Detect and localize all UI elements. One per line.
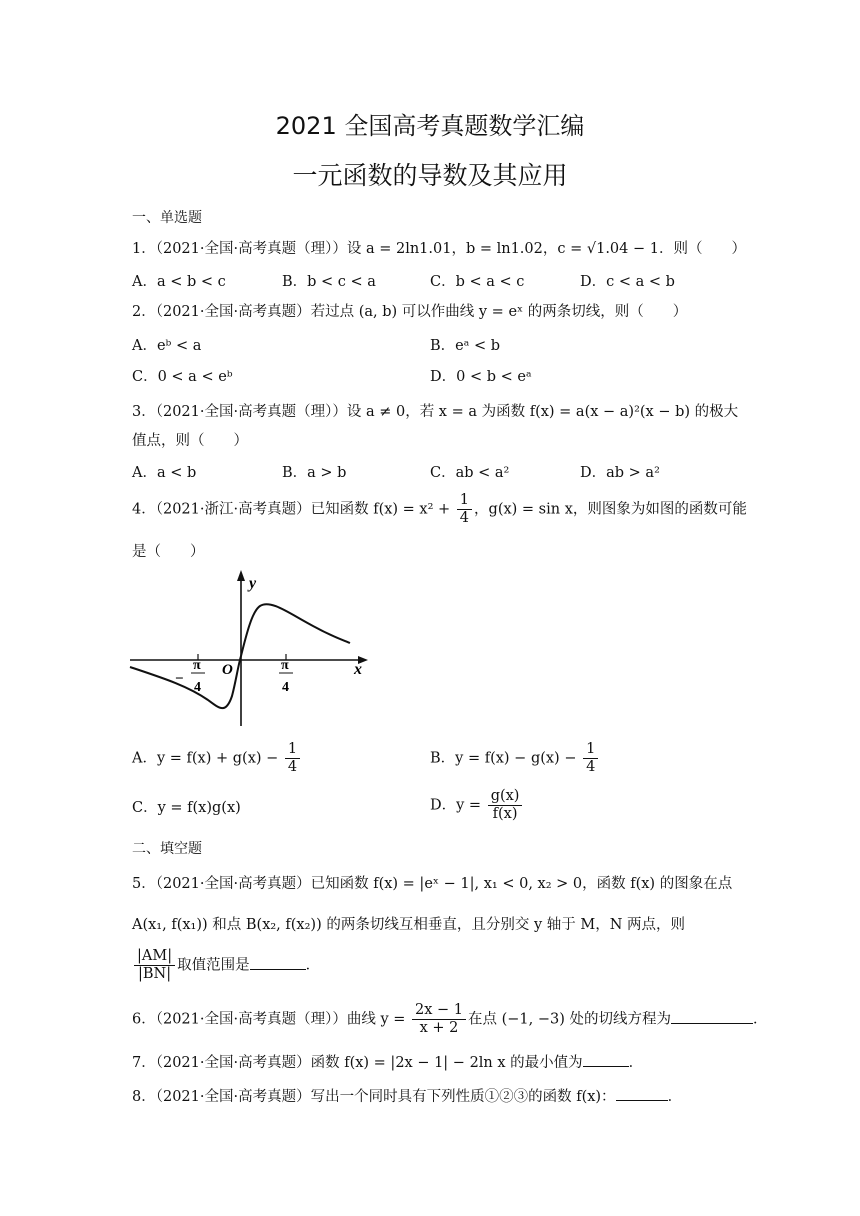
question-4-option-a [132, 741, 302, 776]
answer-blank-7[interactable] [583, 1052, 629, 1067]
fraction-numerator: |AM| [134, 948, 175, 966]
pos-tick-denominator: 4 [282, 680, 289, 695]
question-3-option-c: C．ab < a² [430, 465, 510, 481]
option-b-text: B．y = f(x) − g(x) − [430, 750, 582, 767]
question-6 [132, 1002, 768, 1037]
question-7 [132, 1051, 643, 1072]
question-8-text: 8．（2021·全国·高考真题）写出一个同时具有下列性质①②③的函数 f(x)： [132, 1089, 616, 1105]
question-1-option-c: C．b < a < c [430, 274, 525, 290]
question-5-range-text: 取值范围是 [177, 957, 250, 974]
fraction-numerator: 1 [457, 492, 472, 510]
question-4-stem-prefix: 4．（2021·浙江·高考真题）已知函数 f(x) = x² + [132, 501, 455, 518]
fraction-denominator: f(x) [492, 806, 518, 822]
neg-tick-numerator: π [193, 658, 201, 673]
pos-tick-numerator: π [281, 658, 289, 673]
function-curve [130, 604, 350, 708]
answer-blank-8[interactable] [616, 1086, 668, 1101]
option-b-fraction [583, 741, 598, 776]
option-d-text: D．y = [430, 797, 486, 814]
period: ． [628, 1055, 644, 1071]
page-title: 2021 全国高考真题数学汇编 [275, 112, 585, 140]
question-4-option-d [430, 788, 524, 823]
fraction-numerator: 1 [583, 741, 598, 759]
question-2-option-d: D．0 < b < eᵃ [430, 369, 532, 385]
period: ． [753, 1011, 768, 1028]
fraction-denominator: 4 [287, 759, 298, 775]
question-3-option-a: A．a < b [132, 465, 197, 481]
question-8 [132, 1085, 682, 1106]
question-3-stem-line2: 值点，则（ ） [132, 433, 248, 449]
fraction-numerator: 2x − 1 [412, 1002, 466, 1020]
section-heading-single-choice: 一、单选题 [132, 210, 202, 226]
question-3-option-d: D．ab > a² [580, 465, 660, 481]
question-5-line2: A(x₁, f(x₁)) 和点 B(x₂, f(x₂)) 的两条切线互相垂直，且分别交 y 轴于 M，N 两点，则 [132, 917, 686, 933]
question-2-option-a: A．eᵇ < a [132, 338, 202, 354]
fraction-denominator: 4 [459, 510, 470, 526]
question-1-option-d: D．c < a < b [580, 274, 675, 290]
option-d-fraction [488, 788, 523, 823]
question-2-option-b: B．eᵃ < b [430, 338, 500, 354]
question-5-fraction [134, 948, 175, 983]
fraction-denominator: 4 [586, 759, 596, 775]
question-2-stem: 2．（2021·全国·高考真题）若过点 (a, b) 可以作曲线 y = eˣ 的两条切线，则（ ） [132, 304, 688, 320]
question-3-option-b: B．a > b [282, 465, 347, 481]
neg-tick-minus: − [175, 671, 184, 687]
question-3-stem-line1: 3．（2021·全国·高考真题（理））设 a ≠ 0，若 x = a 为函数 f(x) = a(x − a)²(x − b) 的极大 [132, 404, 739, 420]
section-heading-fill-blank: 二、填空题 [132, 841, 202, 857]
fraction-denominator: x + 2 [419, 1020, 459, 1036]
question-4-stem-line1 [132, 492, 747, 527]
period: ． [667, 1089, 683, 1105]
question-2-option-c: C．0 < a < eᵇ [132, 369, 233, 385]
question-4-stem-line2: 是（ ） [132, 544, 205, 560]
fraction-denominator: |BN| [137, 966, 172, 982]
answer-blank-5[interactable] [250, 955, 306, 970]
neg-tick-denominator: 4 [194, 680, 201, 695]
question-4-option-b [430, 741, 600, 776]
question-1-option-a: A．a < b < c [132, 274, 226, 290]
y-axis-label: y [249, 575, 257, 592]
question-4-fraction [457, 492, 472, 527]
x-axis-label: x [354, 661, 362, 678]
page-subtitle: 一元函数的导数及其应用 [292, 161, 568, 190]
option-a-text: A．y = f(x) + g(x) − [132, 750, 283, 767]
question-6-text: 6．（2021·全国·高考真题（理））曲线 y = [132, 1011, 411, 1028]
question-1-stem: 1．（2021·全国·高考真题（理））设 a = 2ln1.01，b = ln1.02，c = √1.04 − 1．则（ ） [132, 241, 746, 257]
fraction-numerator: g(x) [488, 788, 523, 806]
question-6-tail: 在点 (−1, −3) 处的切线方程为 [468, 1011, 672, 1028]
question-1-option-b: B．b < c < a [282, 274, 376, 290]
y-axis-arrow-icon [237, 570, 245, 581]
function-graph [128, 566, 378, 731]
origin-label: O [222, 662, 233, 678]
question-7-text: 7．（2021·全国·高考真题）函数 f(x) = |2x − 1| − 2ln x 的最小值为 [132, 1055, 583, 1071]
fraction-numerator: 1 [285, 741, 300, 759]
question-5-line1: 5．（2021·全国·高考真题）已知函数 f(x) = |eˣ − 1|, x₁ < 0, x₂ > 0，函数 f(x) 的图象在点 [132, 876, 733, 892]
period: ． [305, 957, 321, 974]
option-a-fraction [285, 741, 300, 776]
question-4-stem-suffix: ，g(x) = sin x，则图象为如图的函数可能 [474, 501, 747, 518]
question-5-line3 [132, 948, 320, 983]
question-4-option-c: C．y = f(x)g(x) [132, 800, 241, 816]
question-6-fraction [412, 1002, 466, 1037]
answer-blank-6[interactable] [671, 1009, 753, 1024]
